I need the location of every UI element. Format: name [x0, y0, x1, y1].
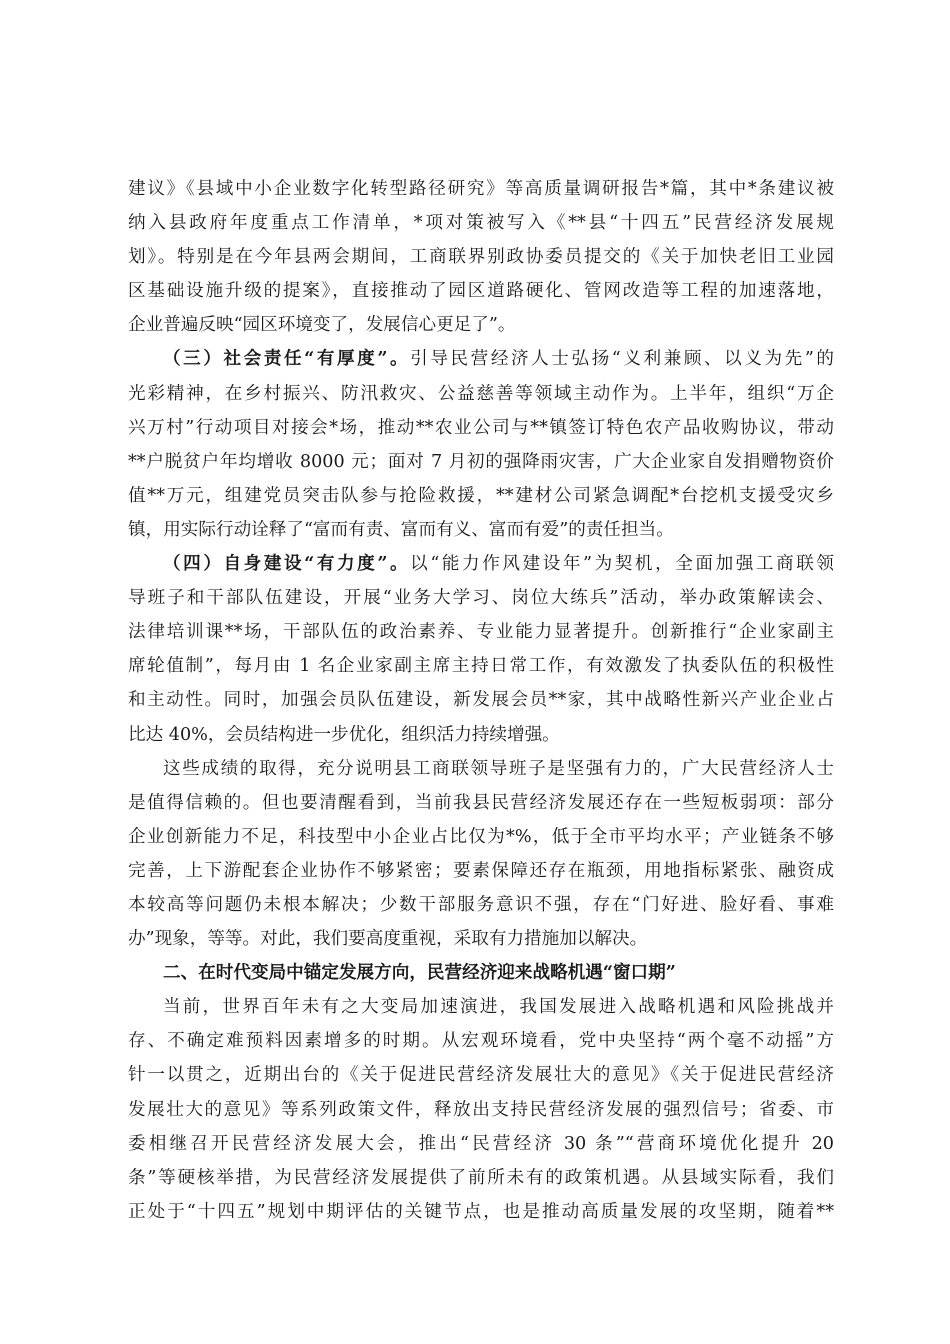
- text-line: 和主动性。同时，加强会员队伍建设，新发展会员**家，其中战略性新兴产业企业占: [128, 690, 834, 711]
- text-run: 引导民营经济人士弘扬“义利兼顾、以义为先”的: [410, 349, 834, 370]
- text-line: 条”等硬核举措，为民营经济发展提供了前所未有的政策机遇。从县域实际看，我们: [128, 1167, 834, 1188]
- text-line: 纳入县政府年度重点工作清单，*项对策被写入《**县“十四五”民营经济发展规: [128, 213, 834, 234]
- text-line: 正处于“十四五”规划中期评估的关键节点，也是推动高质量发展的攻坚期，随着**: [128, 1201, 834, 1222]
- text-line: 存、不确定难预料因素增多的时期。从宏观环境看，党中央坚持“两个毫不动摇”方: [128, 1031, 834, 1052]
- text-line: 席轮值制”，每月由 1 名企业家副主席主持日常工作，有效激发了执委队伍的积极性: [128, 656, 834, 677]
- paragraph-self-building: [128, 547, 834, 752]
- text-line: 划》。特别是在今年县两会期间，工商联界别政协委员提交的《关于加快老旧工业园: [128, 247, 834, 268]
- text-line: 办”现象，等等。对此，我们要高度重视，采取有力措施加以解决。: [128, 929, 648, 950]
- text-line: 法律培训课**场，干部队伍的政治素养、专业能力显著提升。创新推行“企业家副主: [128, 622, 834, 643]
- document-page: [128, 172, 834, 1229]
- text-line: 这些成绩的取得，充分说明县工商联领导班子是坚强有力的，广大民营经济人士: [163, 758, 834, 779]
- text-line: 当前，世界百年未有之大变局加速演进，我国发展进入战略机遇和风险挑战并: [163, 997, 834, 1018]
- text-line: 企业创新能力不足，科技型中小企业占比仅为*%，低于全市平均水平；产业链条不够: [128, 826, 834, 847]
- text-line: 发展壮大的意见》等系列政策文件，释放出支持民营经济发展的强烈信号；省委、市: [128, 1099, 834, 1120]
- text-line: 区基础设施升级的提案》，直接推动了园区道路硬化、管网改造等工程的加速落地，: [128, 281, 834, 302]
- text-run: 以“能力作风建设年”为契机，全面加强工商联领: [410, 554, 834, 575]
- text-line: [128, 342, 834, 376]
- subheading-self-building: （四）自身建设“有力度”。: [163, 553, 411, 575]
- text-line: 比达 40%，会员结构进一步优化，组织活力持续增强。: [128, 724, 560, 745]
- text-line: 光彩精神，在乡村振兴、防汛救灾、公益慈善等领域主动作为。上半年，组织“万企: [128, 383, 834, 404]
- text-line: 本较高等问题仍未根本解决；少数干部服务意识不强，存在“门好进、脸好看、事难: [128, 894, 834, 915]
- text-line: 委相继召开民营经济发展大会，推出“民营经济 30 条”“营商环境优化提升 20: [128, 1133, 834, 1154]
- text-line: 值**万元，组建党员突击队参与抢险救援，**建材公司紧急调配*台挖机支援受灾乡: [128, 485, 834, 506]
- text-line: 导班子和干部队伍建设，开展“业务大学习、岗位大练兵”活动，举办政策解读会、: [128, 588, 834, 609]
- text-line: **户脱贫户年均增收 8000 元；面对 7 月初的强降雨灾害，广大企业家自发捐赠物资价: [128, 451, 834, 472]
- text-line: 是值得信赖的。但也要清醒看到，当前我县民营经济发展还存在一些短板弱项：部分: [128, 792, 834, 813]
- text-line: 完善，上下游配套企业协作不够紧密；要素保障还存在瓶颈，用地指标紧张、融资成: [128, 860, 834, 881]
- text-line: 建议》《县域中小企业数字化转型路径研究》等高质量调研报告*篇，其中*条建议被: [128, 179, 834, 199]
- text-line: 兴万村”行动项目对接会*场，推动**农业公司与**镇签订特色农产品收购协议，带动: [128, 417, 834, 438]
- text-line: 针一以贯之，近期出台的《关于促进民营经济发展壮大的意见》《关于促进民营经济: [128, 1065, 834, 1086]
- section-heading: 二、在时代变局中锚定发展方向，民营经济迎来战略机遇“窗口期”: [163, 962, 676, 984]
- text-line: [128, 547, 834, 581]
- paragraph-strategic-opportunity: [128, 990, 834, 1229]
- paragraph-1: [128, 172, 834, 342]
- text-line: 企业普遍反映“园区环境变了，发展信心更足了”。: [128, 315, 516, 336]
- paragraph-social-responsibility: [128, 342, 834, 547]
- paragraph-achievements-summary: [128, 752, 834, 957]
- text-line: 镇，用实际行动诠释了“富而有责、富而有义、富而有爱”的责任担当。: [128, 519, 674, 540]
- subheading-social-responsibility: （三）社会责任“有厚度”。: [163, 348, 411, 370]
